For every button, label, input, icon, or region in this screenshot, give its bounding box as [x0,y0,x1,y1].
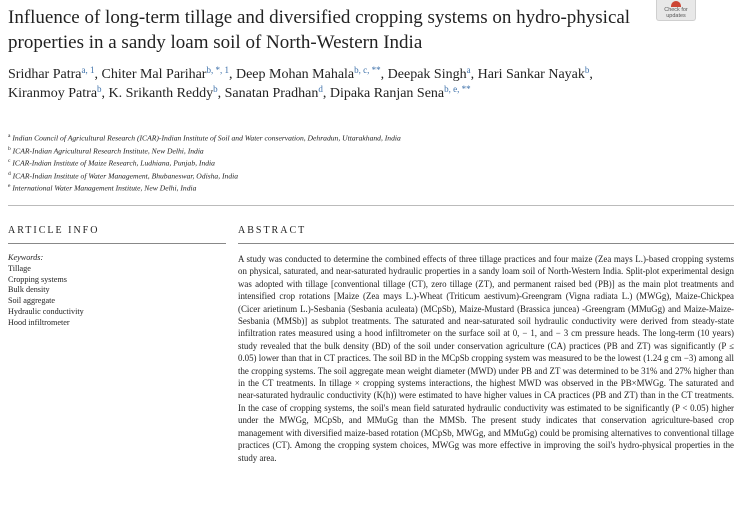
keyword-item: Soil aggregate [8,296,56,306]
author-name[interactable]: K. Srikanth Reddy [108,85,214,101]
affiliation-marker: d [8,170,11,177]
affiliation-item [8,144,608,157]
author-affiliation-marker[interactable]: b, *, 1 [206,65,229,75]
author-affiliation-marker[interactable]: b, e, ** [444,83,471,94]
author-name[interactable]: Hari Sankar Nayak [477,67,585,82]
keyword-item: Cropping systems [8,274,67,284]
author-affiliation-marker[interactable]: a, 1 [81,65,95,75]
affiliation-text: International Water Management Institute, New Delhi, India [10,183,197,193]
affiliation-text: ICAR-Indian Institute of Maize Research, Ludhiana, Punjab, India [10,158,215,168]
author-affiliation-marker[interactable]: b [584,65,590,75]
article-title: Influence of long-term tillage and diversified cropping systems on hydro-physical properties in a sandy loam soil of North-Western India [8,7,631,53]
affiliation-item [8,131,608,144]
author-name[interactable]: Dipaka Ranjan Sena [329,85,445,101]
author-name[interactable]: Sridhar Patra [8,67,82,82]
author-name[interactable]: Chiter Mal Parihar [101,67,207,82]
author-name[interactable]: Deepak Singh [387,67,467,82]
affiliation-text: ICAR-Indian Institute of Water Management, Bhubaneswar, Odisha, India [10,171,239,181]
keyword-item: Bulk density [8,285,50,295]
keyword-item: Tillage [8,263,31,273]
abstract-text: A study was conducted to determine the combined effects of three tillage practices and four maize (Zea mays L.)-based cropping systems on physical, saturated, and near-saturated hydraulic properties in a sandy loam soil of North-Western India. Split-plot experimental design was adopted with tillage [conventional tillage (CT), zero tillage (ZT), and permanent raised bed (PB)] as the main plot treatments and intensified crop rotations [Maize (Zea mays L.)-Wheat (Triticum aestivum)-Greengram (Vigna radiata L.) (MWGg), Maize-Chickpea (Cicer arietinum L.)-Sesbania (Sesbania aculeata) (MCpSb), Maize-Mustard (Brassica juncea) -Greengram (MMuGg) and Maize-Maize-Sesbania (MMSb)] as subplot treatments. The saturated and near-saturated soil hydraulic conductivity were derived from steady-state infiltration rates measured using a hood infiltrometer on the surface soil at 0, − 1, and − 3 cm pressure heads. The long-term (10 years) study revealed that the bulk density (BD) of the soil under conservation agriculture (CA) practices (PB and ZT) was significantly (P ≤ 0.05) lower than that in CT practices. The soil BD in the MCpSb cropping system was measured to be the lowest (1.24 g cm −3) among all the cropping systems. The soil aggregate mean weight diameter (MWD) under PB and ZT was determined to be 31% and 27% higher than in the CT treatments. In tillage × cropping systems interactions, the highest MWD was observed in the PB×MWGg. The saturated and near-saturated hydraulic conductivity (K(h)) were estimated to have higher values in CA practices (PB and ZT) than in the CT treatments. In the case of cropping systems, the soil's mean field saturated hydraulic conductivity was estimated to be significantly (P < 0.05) higher under the MWGg, MCpSb, and MMuGg than the MMSb. The present study indicates that conservation agriculture-based crop management with diversified maize-based rotation (MCpSb, MWGg, and MMuGg) could be promising alternatives to conventional tillage practices (CT). Among the cropping system choices, MWGg was more effective in improving the soil's hydro-physical properties in the study area. [238,254,734,463]
affiliation-item [8,169,608,182]
affiliation-text: ICAR-Indian Agricultural Research Institute, New Delhi, India [10,146,204,156]
author-affiliation-marker[interactable]: b [213,83,218,94]
affiliation-marker: e [8,183,11,190]
author-affiliation-marker[interactable]: a [466,65,471,75]
check-for-updates-badge[interactable] [656,0,696,21]
badge-line-2: updates [666,13,686,19]
author-name[interactable]: Kiranmoy Patra [8,85,98,101]
abstract-divider [238,243,734,244]
author-affiliation-marker[interactable]: b [97,83,102,94]
keyword-item: Hood infiltrometer [8,317,70,327]
abstract-heading: ABSTRACT [238,225,307,236]
header-divider [8,205,734,206]
affiliation-marker: a [8,133,11,139]
keywords-block [8,253,223,329]
keyword-list [8,264,223,329]
affiliation-marker: c [8,158,11,165]
author-name[interactable]: Sanatan Pradhan [224,85,319,101]
author-list: Sridhar Patra$^{a, 1}$, Chiter Mal Parihar$^{b, *, 1}$, Deep Mohan Mahala$^{b, c, **}$, Deepak Singh$^a$, Hari Sankar Nayak$^b$, Kiranmoy Patra$^b$, K. Srikanth Reddy$^b$, Sanatan Pradhan$^d$, Dipaka Ranjan Sena$^{b, e, **}$ [8,65,593,101]
keywords-label: Keywords: [8,253,44,262]
affiliation-marker: b [8,145,11,152]
affiliation-item [8,181,608,194]
badge-line-1: Check for [664,7,688,13]
author-affiliation-marker[interactable]: b, c, ** [354,65,381,75]
author-affiliation-marker[interactable]: d [318,83,323,94]
author-name[interactable]: Deep Mohan Mahala [235,67,355,82]
affiliation-text: Indian Council of Agricultural Research (ICAR)-Indian Institute of Soil and Water conservation, Dehradun, Uttarakhand, India [10,133,401,143]
keyword-item: Hydraulic conductivity [8,306,84,316]
article-info-divider [8,243,226,244]
article-info-heading: ARTICLE INFO [8,225,100,236]
affiliation-item [8,156,608,169]
affiliation-list [8,131,608,194]
